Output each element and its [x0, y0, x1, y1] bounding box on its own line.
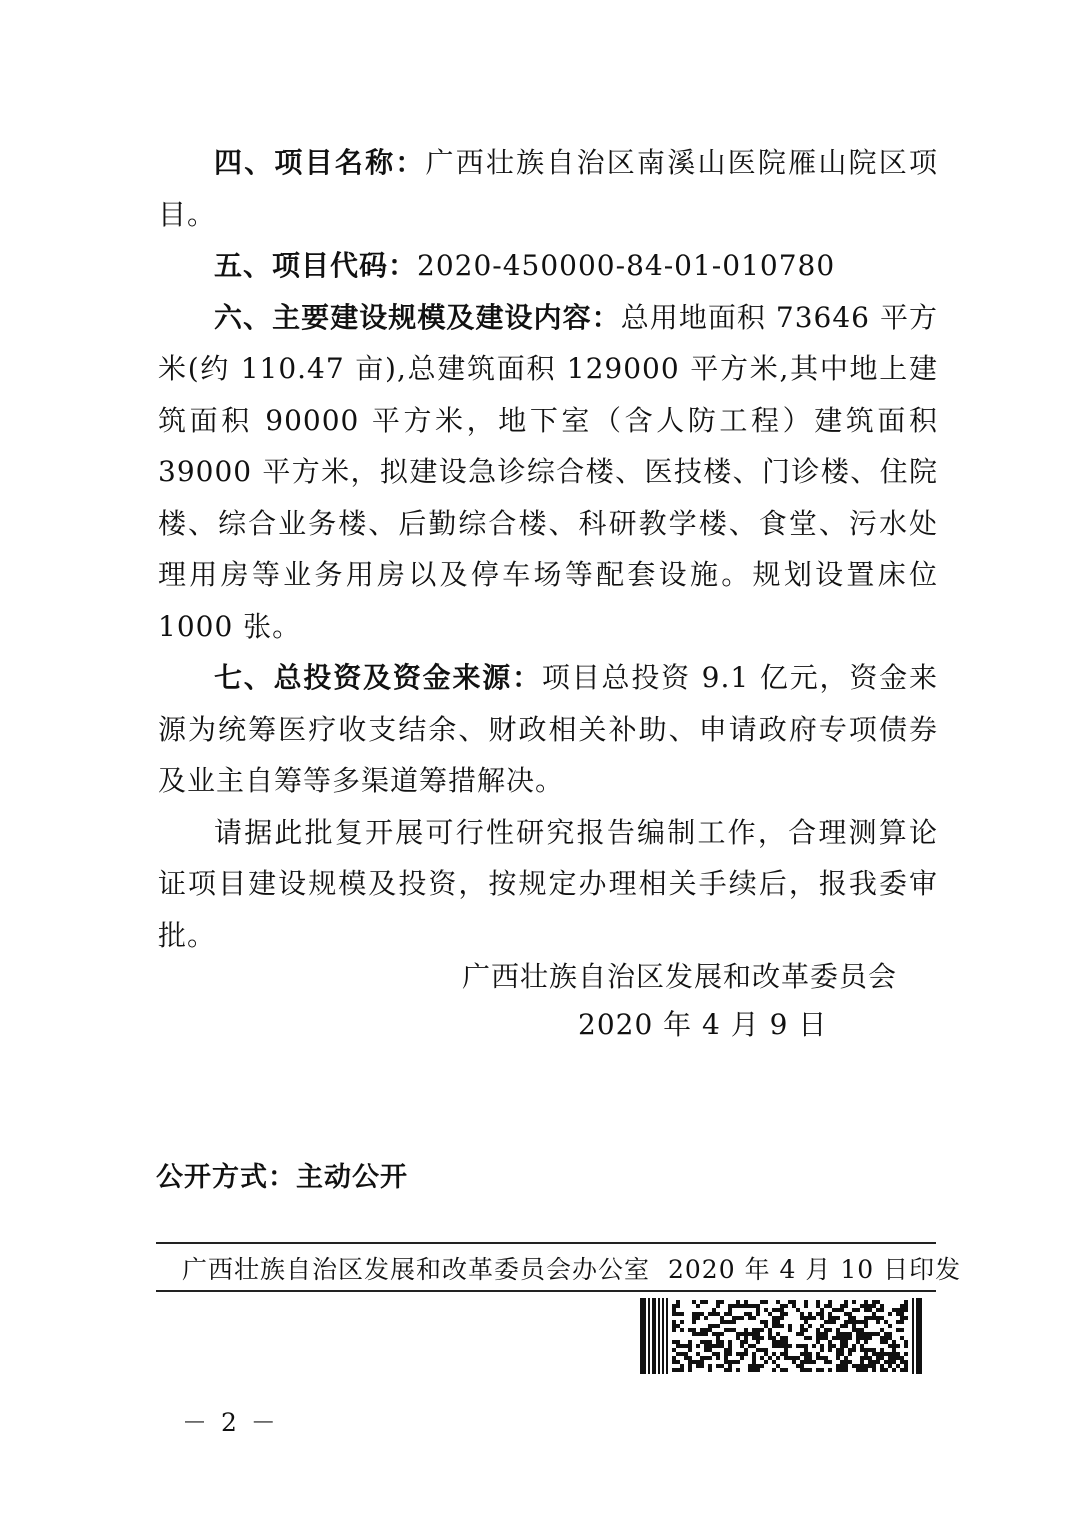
- document-body: [158, 137, 938, 961]
- heading-construction-scale: 六、主要建设规模及建设内容：: [214, 300, 621, 334]
- text-project-code: 2020-450000-84-01-010780: [417, 249, 836, 282]
- issue-date: 2020 年 4 月 10 日印发: [668, 1255, 962, 1284]
- heading-investment: 七、总投资及资金来源：: [214, 661, 542, 694]
- signature-organization: 广西壮族自治区发展和改革委员会: [462, 960, 898, 993]
- footer-rule-bottom: [156, 1290, 936, 1292]
- paragraph-project-name: [158, 137, 938, 240]
- issuing-office: 广西壮族自治区发展和改革委员会办公室: [182, 1255, 651, 1284]
- paragraph-investment: [158, 652, 938, 807]
- signature-date: 2020 年 4 月 9 日: [578, 1008, 828, 1041]
- paragraph-instruction: [158, 807, 938, 962]
- document-barcode: [640, 1298, 922, 1374]
- heading-project-name: 四、项目名称：: [214, 146, 426, 179]
- footer-rule-top: [156, 1242, 936, 1244]
- text-instruction: 请据此批复开展可行性研究报告编制工作，合理测算论证项目建设规模及投资，按规定办理相关手续后，报我委审批。: [158, 815, 938, 952]
- heading-project-code: 五、项目代码：: [214, 249, 418, 282]
- paragraph-project-code: [158, 240, 938, 292]
- paragraph-construction-scale: [158, 292, 938, 653]
- text-project-name: 广西壮族自治区南溪山医院雁山院区项目。: [158, 146, 938, 231]
- text-construction-scale: 总用地面积 73646 平方米(约 110.47 亩),总建筑面积 129000 平方米,其中地上建筑面积 90000 平方米，地下室（含人防工程）建筑面积 39000 平方米，拟建设急诊综合楼、医技楼、门诊楼、住院楼、综合业务楼、后勤综合楼、科研教学楼、食堂、污水处理用房等业务用房以及停车场等配套设施。规划设置床位 1000 张。: [158, 300, 938, 643]
- page-number: － 2 －: [182, 1408, 279, 1437]
- disclosure-method: 公开方式：主动公开: [156, 1162, 408, 1193]
- text-investment: 项目总投资 9.1 亿元，资金来源为统筹医疗收支结余、财政相关补助、申请政府专项债券及业主自筹等多渠道筹措解决。: [158, 661, 938, 797]
